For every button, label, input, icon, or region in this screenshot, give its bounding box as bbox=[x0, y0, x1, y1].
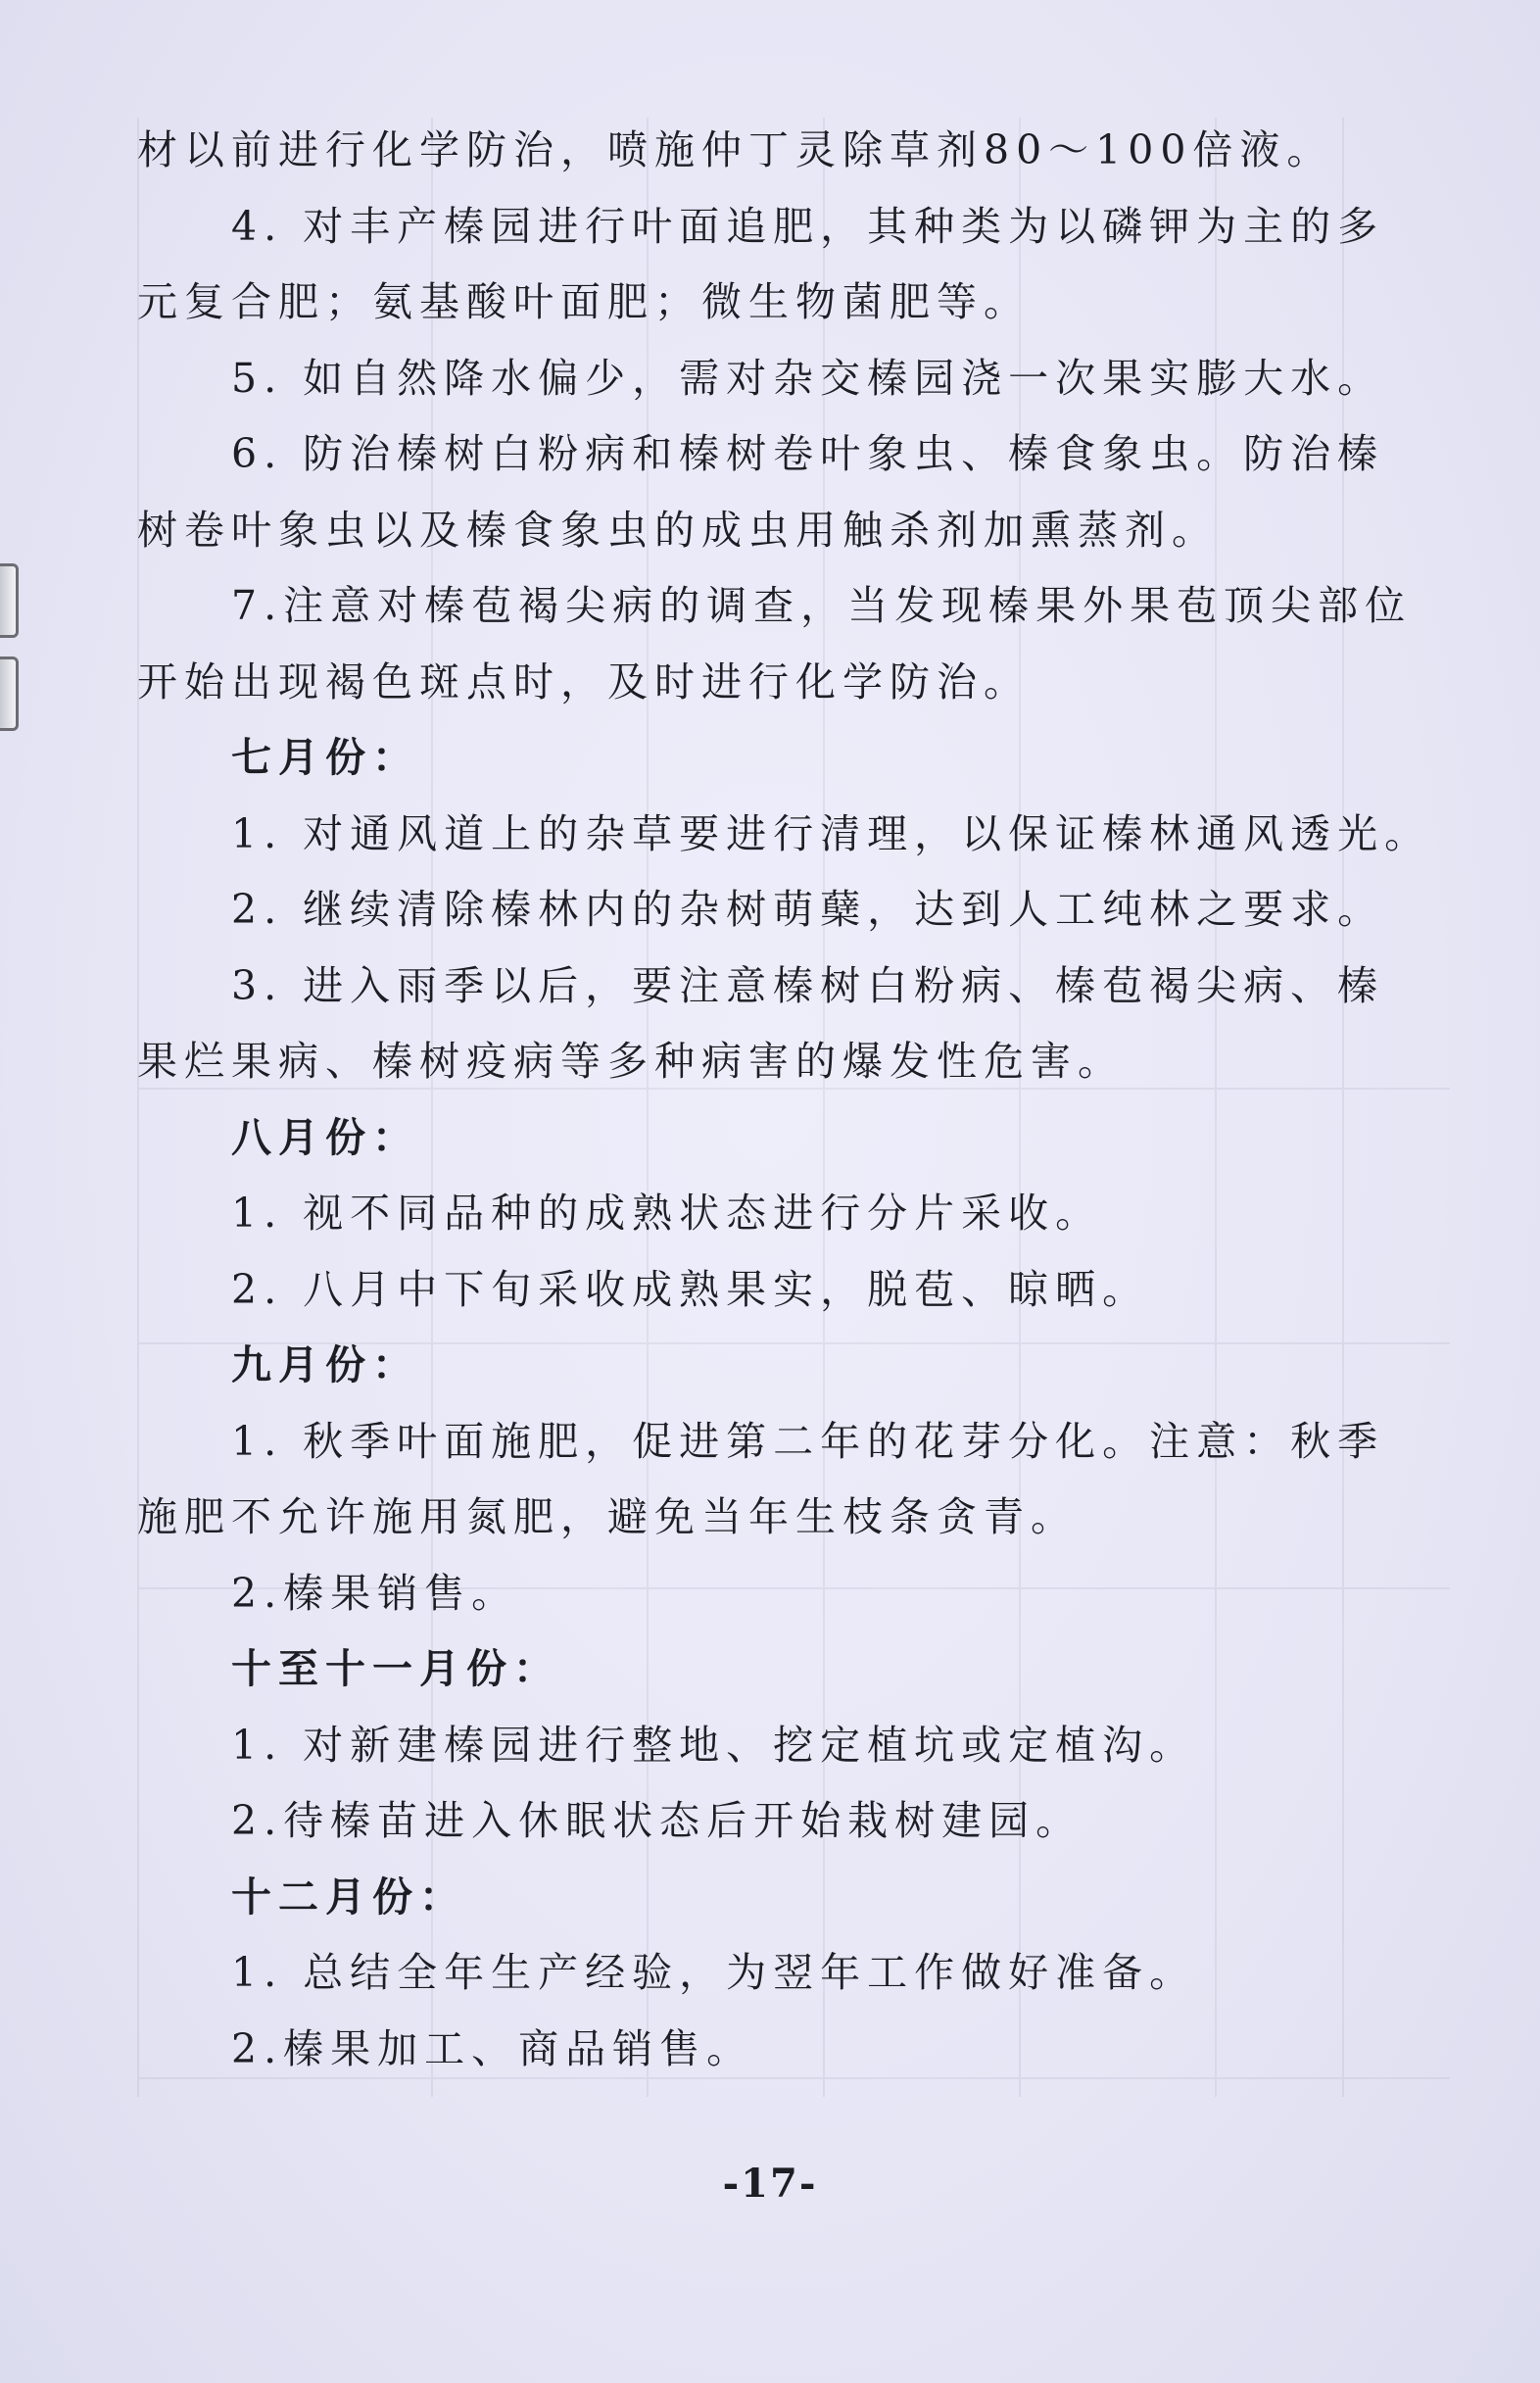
text-line: 1. 总结全年生产经验，为翌年工作做好准备。 bbox=[231, 1949, 1197, 1996]
page-body-text bbox=[137, 113, 1469, 2087]
text-line: 树卷叶象虫以及榛食象虫的成虫用触杀剂加熏蒸剂。 bbox=[137, 506, 1219, 554]
text-line: 1. 秋季叶面施肥，促进第二年的花芽分化。注意：秋季 bbox=[231, 1417, 1385, 1465]
section-heading-december: 十二月份： bbox=[231, 1872, 466, 1921]
text-line: 施肥不允许施用氮肥，避免当年生枝条贪青。 bbox=[137, 1493, 1078, 1540]
page-number: -17- bbox=[722, 2161, 818, 2207]
section-heading-july: 七月份： bbox=[231, 734, 419, 781]
text-line: 1. 视不同品种的成熟状态进行分片采收。 bbox=[231, 1190, 1103, 1237]
text-line: 3. 进入雨季以后，要注意榛树白粉病、榛苞褐尖病、榛 bbox=[231, 961, 1385, 1009]
text-line: 果烂果病、榛树疫病等多种病害的爆发性危害。 bbox=[137, 1038, 1125, 1085]
text-line: 4. 对丰产榛园进行叶面追肥，其种类为以磷钾为主的多 bbox=[231, 202, 1385, 250]
text-line: 2.榛果加工、商品销售。 bbox=[231, 2024, 754, 2072]
section-heading-september: 九月份： bbox=[231, 1341, 419, 1388]
staple-mark-bottom bbox=[0, 657, 19, 731]
section-heading-october-november: 十至十一月份： bbox=[231, 1645, 560, 1692]
text-line: 1. 对通风道上的杂草要进行清理，以保证榛林通风透光。 bbox=[231, 809, 1432, 857]
text-line: 1. 对新建榛园进行整地、挖定植坑或定植沟。 bbox=[231, 1721, 1197, 1769]
staple-mark-top bbox=[0, 563, 19, 638]
text-line: 2.待榛苗进入休眠状态后开始栽树建园。 bbox=[231, 1797, 1083, 1844]
text-line: 5. 如自然降水偏少，需对杂交榛园浇一次果实膨大水。 bbox=[231, 354, 1385, 402]
text-line: 2.榛果销售。 bbox=[231, 1569, 519, 1617]
text-line: 7.注意对榛苞褐尖病的调查，当发现榛果外果苞顶尖部位 bbox=[231, 582, 1413, 629]
text-line: 元复合肥；氨基酸叶面肥；微生物菌肥等。 bbox=[137, 278, 1031, 325]
text-line: 2. 八月中下旬采收成熟果实，脱苞、晾晒。 bbox=[231, 1265, 1150, 1313]
text-line: 开始出现褐色斑点时，及时进行化学防治。 bbox=[137, 657, 1031, 705]
text-line: 材以前进行化学防治，喷施仲丁灵除草剂80～100倍液。 bbox=[137, 126, 1334, 173]
section-heading-august: 八月份： bbox=[231, 1113, 419, 1161]
text-line: 2. 继续清除榛林内的杂树萌蘖，达到人工纯林之要求。 bbox=[231, 886, 1385, 933]
text-line: 6. 防治榛树白粉病和榛树卷叶象虫、榛食象虫。防治榛 bbox=[231, 430, 1385, 477]
